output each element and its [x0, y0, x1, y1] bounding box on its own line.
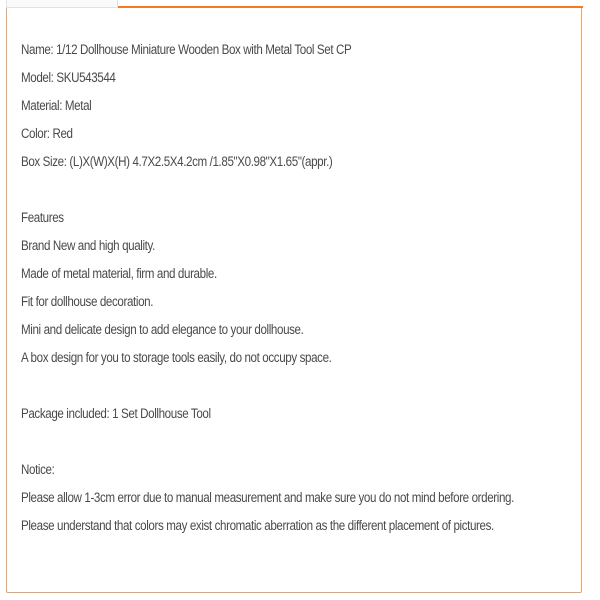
package-included: Package included: 1 Set Dollhouse Tool: [21, 406, 211, 421]
product-name: Name: 1/12 Dollhouse Miniature Wooden Box with Metal Tool Set CP: [21, 42, 352, 57]
notice-item: Please understand that colors may exist chromatic aberration as the different placement of pictures.: [21, 518, 494, 533]
feature-item: Mini and delicate design to add elegance to your dollhouse.: [21, 322, 304, 337]
features-heading: Features: [21, 210, 64, 225]
product-box-size: Box Size: (L)X(W)X(H) 4.7X2.5X4.2cm /1.85"X0.98"X1.65"(appr.): [21, 154, 333, 169]
description-tab[interactable]: [6, 0, 118, 8]
spacer: [21, 176, 498, 204]
product-material: Material: Metal: [21, 98, 92, 113]
spacer: [21, 428, 498, 456]
notice-item: Please allow 1-3cm error due to manual measurement and make sure you do not mind before ordering.: [21, 490, 514, 505]
product-color: Color: Red: [21, 126, 73, 141]
feature-item: A box design for you to storage tools easily, do not occupy space.: [21, 350, 332, 365]
notice-heading: Notice:: [21, 462, 55, 477]
spacer: [21, 372, 498, 400]
product-model: Model: SKU543544: [21, 70, 116, 85]
feature-item: Made of metal material, firm and durable.: [21, 266, 217, 281]
product-description: [21, 36, 514, 540]
feature-item: Brand New and high quality.: [21, 238, 155, 253]
feature-item: Fit for dollhouse decoration.: [21, 294, 154, 309]
